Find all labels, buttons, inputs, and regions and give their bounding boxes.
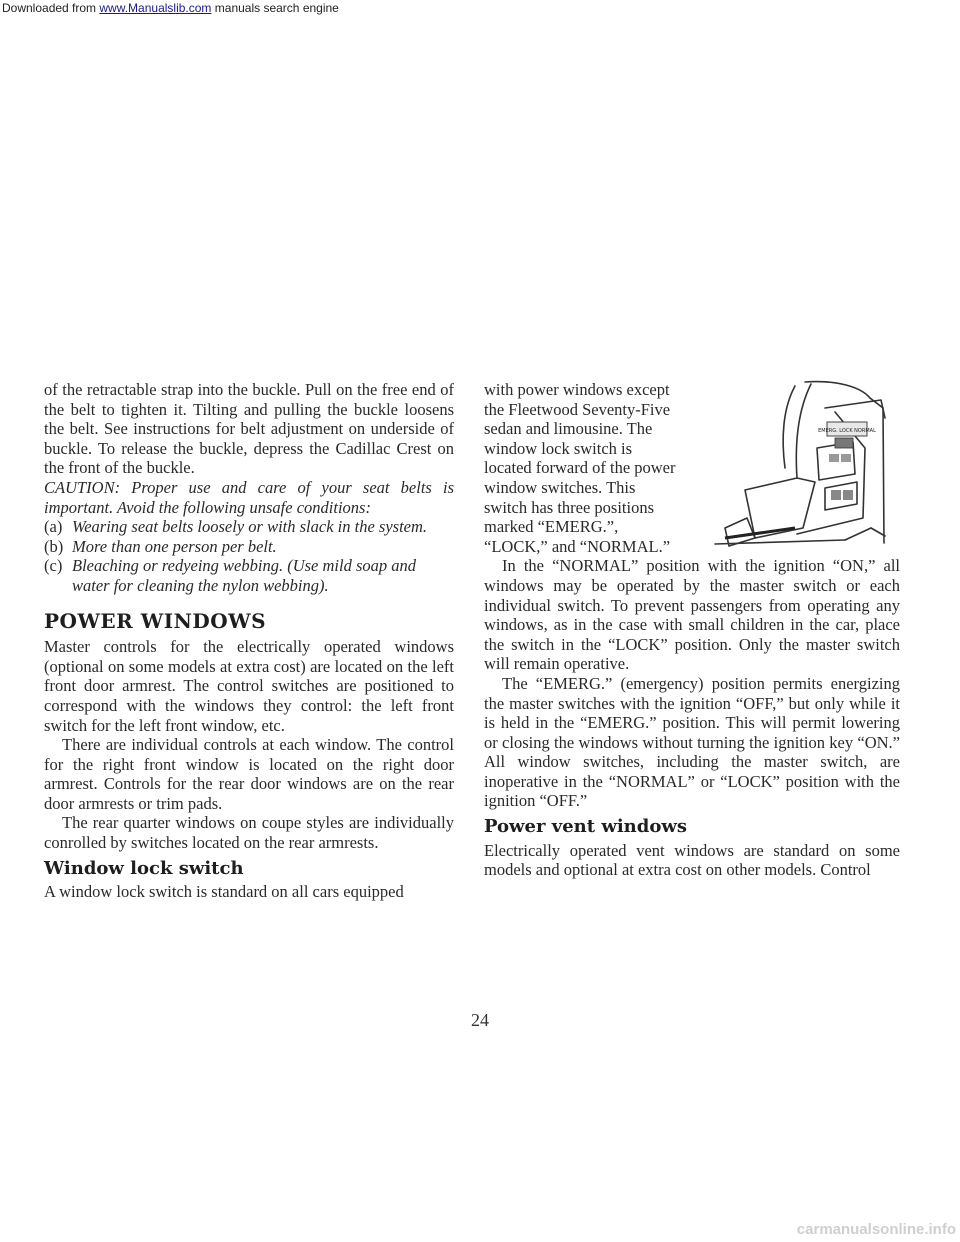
caution-text: CAUTION: Proper use and care of your seat belts is important. Avoid the following unsafe conditions: (44, 477, 454, 517)
switch-label: EMERG. LOCK NORMAL (818, 428, 876, 434)
download-banner (0, 0, 960, 16)
power-windows-heading: POWER WINDOWS (44, 608, 267, 633)
window-lock-switch-illustration (685, 378, 900, 556)
list-marker: (c) (44, 556, 63, 576)
list-text: Wearing seat belts loosely or with slack in the system. (72, 517, 428, 537)
list-item (44, 517, 454, 537)
left-column (44, 380, 454, 902)
banner-suffix: manuals search engine (211, 1, 339, 15)
lock-switch-block (484, 380, 900, 556)
normal-position-paragraph: In the “NORMAL” position with the ignition “ON,” all windows may be operated by the master switch or each individual switch. To prevent passengers from operating any windows, as in the case with small children in the car, place the switch in the “LOCK” position. Only the master switch will remain operative. (484, 556, 900, 674)
power-windows-paragraph: There are individual controls at each window. The control for the right front window is located on the right door armrest. Controls for the rear door windows are on the rear door armrests or trim pads. (44, 735, 454, 813)
manualslib-link[interactable]: www.Manualslib.com (99, 1, 212, 15)
power-windows-paragraph: The rear quarter windows on coupe styles are individually conrolled by switches located on the rear armrests. (44, 813, 454, 853)
banner-prefix: Downloaded from (2, 1, 100, 15)
power-vent-heading: Power vent windows (484, 816, 687, 838)
power-vent-paragraph: Electrically operated vent windows are standard on some models and optional at extra cost on other models. Control (484, 840, 900, 880)
power-windows-paragraph: Master controls for the electrically operated windows (optional on some models at extra cost) are located on the left front door armrest. The control switches are positioned to correspond with the windows they control: the left front switch for the left front window, etc. (44, 637, 454, 735)
window-lock-paragraph: A window lock switch is standard on all cars equipped (44, 882, 404, 902)
list-item (44, 537, 454, 557)
window-lock-heading: Window lock switch (44, 857, 244, 879)
page-number: 24 (471, 1010, 489, 1030)
emerg-position-paragraph: The “EMERG.” (emergency) position permits energizing the master switches with the ignition “OFF,” but only while it is held in the “EMERG.” position. This will permit lowering or closing the windows without turning the ignition key “ON.” All window switches, including the master switch, are inoperative in the “NORMAL” or “LOCK” position with the ignition “OFF.” (484, 673, 900, 811)
list-marker: (b) (44, 536, 64, 556)
seat-belt-intro: of the retractable strap into the buckle. Pull on the free end of the belt to tighten it. Tilting and pulling the buckle loosens the belt. See instructions for belt adjustment on underside of buckle. To release the buckle, depress the Cadillac Crest on the front of the buckle. (44, 380, 454, 478)
watermark: carmanualsonline.info (796, 1221, 956, 1238)
lock-switch-description: with power windows except the Fleetwood Seventy-Five sedan and limousine. The window lock switch is located forward of the power window switches. This switch has three positions marked “EMERG.”, “LOCK,” and “NORMAL.” (484, 380, 676, 556)
list-text: Bleaching or redyeing webbing. (Use mild soap and water for cleaning the nylon webbing). (72, 556, 417, 595)
list-item (44, 556, 454, 595)
list-marker: (a) (44, 517, 63, 537)
right-column (484, 380, 900, 880)
list-text: More than one person per belt. (72, 536, 277, 556)
lock-switch-text (484, 380, 679, 556)
